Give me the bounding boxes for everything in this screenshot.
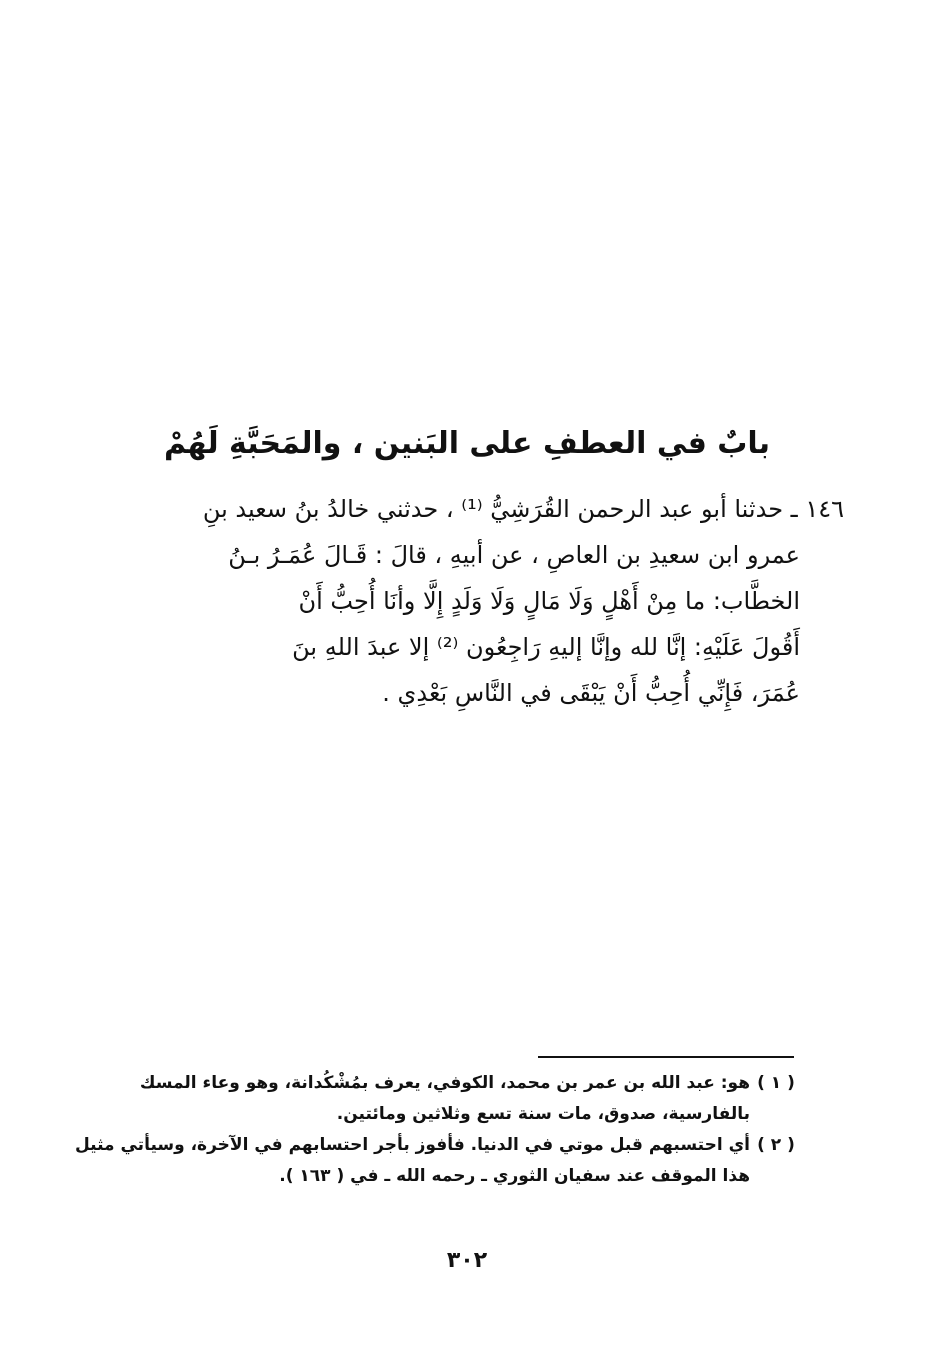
footnote-2 [74,1130,796,1161]
footnote-separator [538,1056,794,1058]
chapter-heading: بابٌ في العطفِ على البَنين ، والمَحَبَّةِ لَهُمْ [164,426,770,461]
footnote-1 [96,1068,796,1099]
footnote-text: هو: عبد الله بن عمر بن محمد، الكوفي، يعرف بمُشْكُدانة، وهو وعاء المسك [139,1073,750,1093]
hadith-line: عمرو ابن سعيدِ بن العاصِ ، عن أبيهِ ، قالَ : قَـالَ عُمَـرُ بـنُ [228,541,800,569]
footnote-marker: ( ١ ) [757,1073,795,1093]
footnote-2-continuation: هذا الموقف عند سفيان الثوري ـ رحمه الله ـ في ( ١٦٣ ). [279,1166,750,1186]
page-number: ٣٠٢ [446,1248,488,1273]
footnote-text: أي احتسبهم قبل موتي في الدنيا. فأفوز بأجر احتسابهم في الآخرة، وسيأتي مثيل [74,1135,750,1155]
footnote-1-continuation: بالفارسية، صدوق، مات سنة تسع وثلاثين ومائتين. [336,1104,750,1124]
hadith-text [104,486,844,716]
hadith-line: أَقُولَ عَلَيْهِ: إنَّا لله وإنَّا إليهِ رَاجِعُون ⁽²⁾ إلا عبدَ اللهِ بنَ [292,633,800,661]
footnotes [74,1068,796,1192]
hadith-line: ١٤٦ ـ حدثنا أبو عبد الرحمن القُرَشِيُّ ⁽¹⁾ ، حدثني خالدُ بنُ سعيد بنِ [202,495,844,523]
hadith-line: الخطَّاب: ما مِنْ أَهْلٍ وَلَا مَالٍ وَلَا وَلَدٍ إِلَّا وأنَا أُحِبُّ أَنْ [298,587,800,615]
footnote-marker: ( ٢ ) [757,1135,795,1155]
hadith-line: عُمَرَ، فَإِنِّي أُحِبُّ أَنْ يَبْقَى في النَّاسِ بَعْدِي . [382,679,800,707]
